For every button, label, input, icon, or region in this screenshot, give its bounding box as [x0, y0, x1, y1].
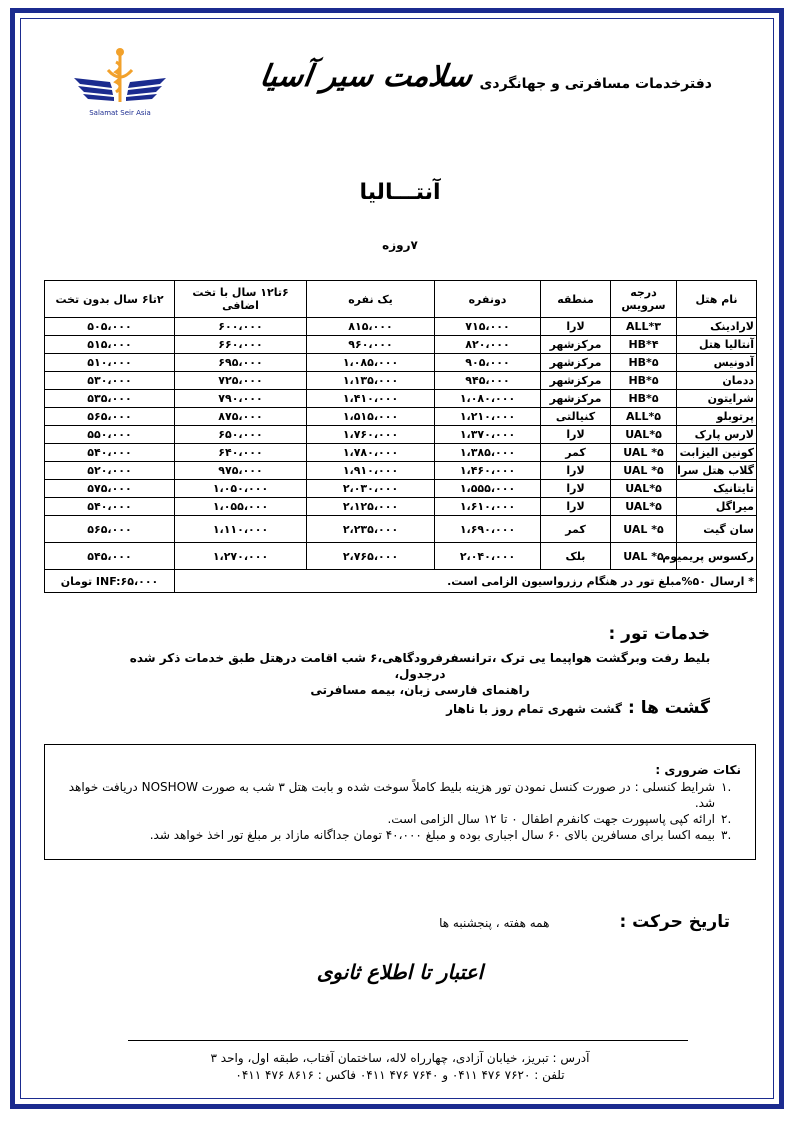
agency-header — [257, 59, 712, 94]
cell-child-nobed: ۵۴۰،۰۰۰ — [45, 498, 175, 516]
table-row — [45, 318, 757, 336]
services-line-1: بلیط رفت وبرگشت هواپیما یی ترک ،ترانسفرفرودگاهی،۶ شب اقامت درهتل طبق خدمات ذکر شده درجدول، — [129, 651, 711, 681]
cell-grade: ۵* UAL — [611, 444, 677, 462]
cell-double: ۹۰۵،۰۰۰ — [435, 354, 541, 372]
cell-child-bed: ۷۲۵،۰۰۰ — [175, 372, 307, 390]
cell-area: لارا — [541, 462, 611, 480]
table-row — [45, 444, 757, 462]
cell-grade: ۵* UAL — [611, 543, 677, 570]
table-row — [45, 462, 757, 480]
header-double: دونفره — [435, 281, 541, 318]
cell-area: لارا — [541, 480, 611, 498]
departure-section — [439, 912, 730, 932]
cell-hotel: سان گیت — [677, 516, 757, 543]
cell-grade: ۵*ALL — [611, 408, 677, 426]
header-grade: درجه سرویس — [611, 281, 677, 318]
cell-grade: ۵*UAL — [611, 426, 677, 444]
cell-double: ۱،۲۱۰،۰۰۰ — [435, 408, 541, 426]
cell-single: ۲،۱۲۵،۰۰۰ — [307, 498, 435, 516]
cell-grade: ۴*HB — [611, 336, 677, 354]
winged-emblem-icon — [72, 44, 168, 120]
cell-double: ۱،۴۶۰،۰۰۰ — [435, 462, 541, 480]
table-row — [45, 408, 757, 426]
cell-double: ۱،۶۱۰،۰۰۰ — [435, 498, 541, 516]
table-row — [45, 354, 757, 372]
cell-child-bed: ۶۴۰،۰۰۰ — [175, 444, 307, 462]
cell-child-nobed: ۵۶۵،۰۰۰ — [45, 516, 175, 543]
cell-child-nobed: ۵۱۵،۰۰۰ — [45, 336, 175, 354]
cell-double: ۹۴۵،۰۰۰ — [435, 372, 541, 390]
cell-hotel: میراگل — [677, 498, 757, 516]
footer-phone: تلفن : ۷۶۲۰ ۴۷۶ ۰۴۱۱ و ۷۶۴۰ ۴۷۶ ۰۴۱۱ فاکس : ۸۶۱۶ ۴۷۶ ۰۴۱۱ — [235, 1068, 565, 1082]
price-table-body — [45, 318, 757, 570]
cell-child-nobed: ۵۵۰،۰۰۰ — [45, 426, 175, 444]
departure-text: همه هفته ، پنجشنبه ها — [439, 916, 550, 930]
cell-single: ۱،۴۱۰،۰۰۰ — [307, 390, 435, 408]
cell-hotel: ددمان — [677, 372, 757, 390]
cell-child-bed: ۱،۲۷۰،۰۰۰ — [175, 543, 307, 570]
header-child-nobed: ۲تا۶ سال بدون تخت — [45, 281, 175, 318]
cell-single: ۱،۷۸۰،۰۰۰ — [307, 444, 435, 462]
cell-double: ۱،۰۸۰،۰۰۰ — [435, 390, 541, 408]
cell-grade: ۵*UAL — [611, 480, 677, 498]
cell-double: ۸۲۰،۰۰۰ — [435, 336, 541, 354]
note-number: .۱ — [721, 780, 732, 794]
cell-double: ۲،۰۴۰،۰۰۰ — [435, 543, 541, 570]
cell-grade: ۵* UAL — [611, 462, 677, 480]
cell-hotel: تایتانیک — [677, 480, 757, 498]
cell-single: ۲،۲۳۵،۰۰۰ — [307, 516, 435, 543]
cell-area: مرکزشهر — [541, 336, 611, 354]
agency-brand: سلامت سیر آسیا — [257, 59, 475, 94]
cell-area: مرکزشهر — [541, 354, 611, 372]
cell-child-bed: ۱،۰۵۵،۰۰۰ — [175, 498, 307, 516]
services-heading: خدمات تور : — [608, 624, 710, 644]
cell-child-nobed: ۵۲۰،۰۰۰ — [45, 462, 175, 480]
table-row — [45, 336, 757, 354]
note-number: .۲ — [721, 812, 732, 826]
notes-title: نکات ضروری : — [655, 763, 741, 777]
table-row — [45, 516, 757, 543]
logo-caption: Salamat Seir Asia — [89, 109, 151, 117]
cell-child-bed: ۱،۰۵۰،۰۰۰ — [175, 480, 307, 498]
cell-single: ۹۶۰،۰۰۰ — [307, 336, 435, 354]
cell-hotel: پرتوبلو — [677, 408, 757, 426]
infant-price: INF:۶۵،۰۰۰ تومان — [45, 570, 175, 593]
table-header-row — [45, 281, 757, 318]
cell-grade: ۵*HB — [611, 390, 677, 408]
table-row — [45, 372, 757, 390]
cell-double: ۱،۳۸۵،۰۰۰ — [435, 444, 541, 462]
cell-single: ۱،۱۳۵،۰۰۰ — [307, 372, 435, 390]
tour-duration: ۷روزه — [382, 238, 418, 252]
cell-double: ۱،۶۹۰،۰۰۰ — [435, 516, 541, 543]
cell-grade: ۵* UAL — [611, 516, 677, 543]
cell-child-bed: ۶۶۰،۰۰۰ — [175, 336, 307, 354]
cell-child-nobed: ۵۱۰،۰۰۰ — [45, 354, 175, 372]
note-item — [59, 811, 741, 827]
table-row — [45, 498, 757, 516]
departure-heading: تاریخ حرکت : — [619, 912, 730, 932]
table-footer-row — [45, 570, 757, 593]
footer-address: آدرس : تبریز، خیابان آزادی، چهارراه لاله، ساختمان آفتاب، طبقه اول، واحد ۳ — [210, 1051, 590, 1065]
cell-double: ۷۱۵،۰۰۰ — [435, 318, 541, 336]
price-table — [44, 280, 757, 593]
cell-child-bed: ۶۵۰،۰۰۰ — [175, 426, 307, 444]
notes-box — [44, 744, 756, 860]
cell-child-nobed: ۵۷۵،۰۰۰ — [45, 480, 175, 498]
note-text: ارائه کپی پاسپورت جهت کانفرم اطفال ۰ تا ۱۲ سال الزامی است. — [387, 812, 715, 826]
cell-grade: ۵*HB — [611, 354, 677, 372]
header-hotel: نام هتل — [677, 281, 757, 318]
deposit-note: * ارسال ۵۰%مبلغ تور در هنگام رزرواسیون الزامی است. — [175, 570, 757, 593]
validity-notice: اعتبار تا اطلاع ثانوی — [316, 960, 484, 984]
cell-single: ۱،۷۶۰،۰۰۰ — [307, 426, 435, 444]
table-row — [45, 480, 757, 498]
note-number: .۳ — [721, 828, 732, 842]
header-child-bed: ۶تا۱۲ سال با تخت اضافی — [175, 281, 307, 318]
cell-area: کمر — [541, 516, 611, 543]
cell-child-bed: ۶۹۵،۰۰۰ — [175, 354, 307, 372]
header-area: منطقه — [541, 281, 611, 318]
agency-text: دفترخدمات مسافرتی و جهانگردی — [479, 76, 712, 92]
page-title: آنتـــالیا — [359, 180, 441, 205]
cell-hotel: لارس پارک — [677, 426, 757, 444]
cell-area: لارا — [541, 318, 611, 336]
cell-child-nobed: ۵۳۰،۰۰۰ — [45, 372, 175, 390]
cell-hotel: رکسوس پریمیوم — [677, 543, 757, 570]
cell-single: ۱،۰۸۵،۰۰۰ — [307, 354, 435, 372]
cell-child-nobed: ۵۰۵،۰۰۰ — [45, 318, 175, 336]
cell-child-nobed: ۵۶۵،۰۰۰ — [45, 408, 175, 426]
table-row — [45, 543, 757, 570]
table-row — [45, 390, 757, 408]
cell-single: ۲،۰۳۰،۰۰۰ — [307, 480, 435, 498]
cell-area: مرکزشهر — [541, 372, 611, 390]
cell-hotel: کونین الیزابت — [677, 444, 757, 462]
cell-single: ۱،۵۱۵،۰۰۰ — [307, 408, 435, 426]
cell-grade: ۳*ALL — [611, 318, 677, 336]
footer-divider — [128, 1040, 688, 1041]
note-text: شرایط کنسلی : در صورت کنسل نمودن تور هزینه بلیط کاملاً سوخت شده و بابت هتل ۳ شب به صورت NOSHOW دریافت خواهد شد. — [68, 780, 715, 810]
cell-area: کمر — [541, 444, 611, 462]
cell-child-bed: ۸۷۵،۰۰۰ — [175, 408, 307, 426]
cell-grade: ۵*HB — [611, 372, 677, 390]
note-item — [59, 827, 741, 843]
cell-child-nobed: ۵۴۰،۰۰۰ — [45, 444, 175, 462]
notes-list — [59, 779, 741, 843]
tours-heading: گشت ها : — [628, 698, 710, 718]
services-text — [120, 650, 720, 698]
services-line-2: راهنمای فارسی زبان، بیمه مسافرتی — [310, 683, 530, 697]
cell-single: ۲،۷۶۵،۰۰۰ — [307, 543, 435, 570]
cell-child-nobed: ۵۴۵،۰۰۰ — [45, 543, 175, 570]
cell-single: ۱،۹۱۰،۰۰۰ — [307, 462, 435, 480]
cell-single: ۸۱۵،۰۰۰ — [307, 318, 435, 336]
cell-grade: ۵*UAL — [611, 498, 677, 516]
cell-area: مرکزشهر — [541, 390, 611, 408]
table-row — [45, 426, 757, 444]
note-text: بیمه اکسا برای مسافرین بالای ۶۰ سال اجباری بوده و مبلغ ۴۰،۰۰۰ تومان جداگانه مازاد بر مبلغ تور اخذ خواهد شد. — [149, 828, 715, 842]
cell-area: کنیالتی — [541, 408, 611, 426]
tours-section — [446, 698, 710, 718]
cell-hotel: آدونیس — [677, 354, 757, 372]
tours-text: گشت شهری تمام روز با ناهار — [446, 702, 622, 716]
cell-hotel: شرایتون — [677, 390, 757, 408]
cell-child-bed: ۹۷۵،۰۰۰ — [175, 462, 307, 480]
cell-child-nobed: ۵۳۵،۰۰۰ — [45, 390, 175, 408]
cell-hotel: گلاب هتل سرا — [677, 462, 757, 480]
cell-area: لارا — [541, 498, 611, 516]
cell-double: ۱،۵۵۵،۰۰۰ — [435, 480, 541, 498]
note-item — [59, 779, 741, 811]
header-single: یک نفره — [307, 281, 435, 318]
cell-area: بلک — [541, 543, 611, 570]
cell-child-bed: ۱،۱۱۰،۰۰۰ — [175, 516, 307, 543]
footer — [0, 1050, 800, 1084]
cell-child-bed: ۷۹۰،۰۰۰ — [175, 390, 307, 408]
cell-area: لارا — [541, 426, 611, 444]
cell-child-bed: ۶۰۰،۰۰۰ — [175, 318, 307, 336]
cell-hotel: لارادینک — [677, 318, 757, 336]
cell-hotel: آنتالیا هتل — [677, 336, 757, 354]
cell-double: ۱،۳۷۰،۰۰۰ — [435, 426, 541, 444]
